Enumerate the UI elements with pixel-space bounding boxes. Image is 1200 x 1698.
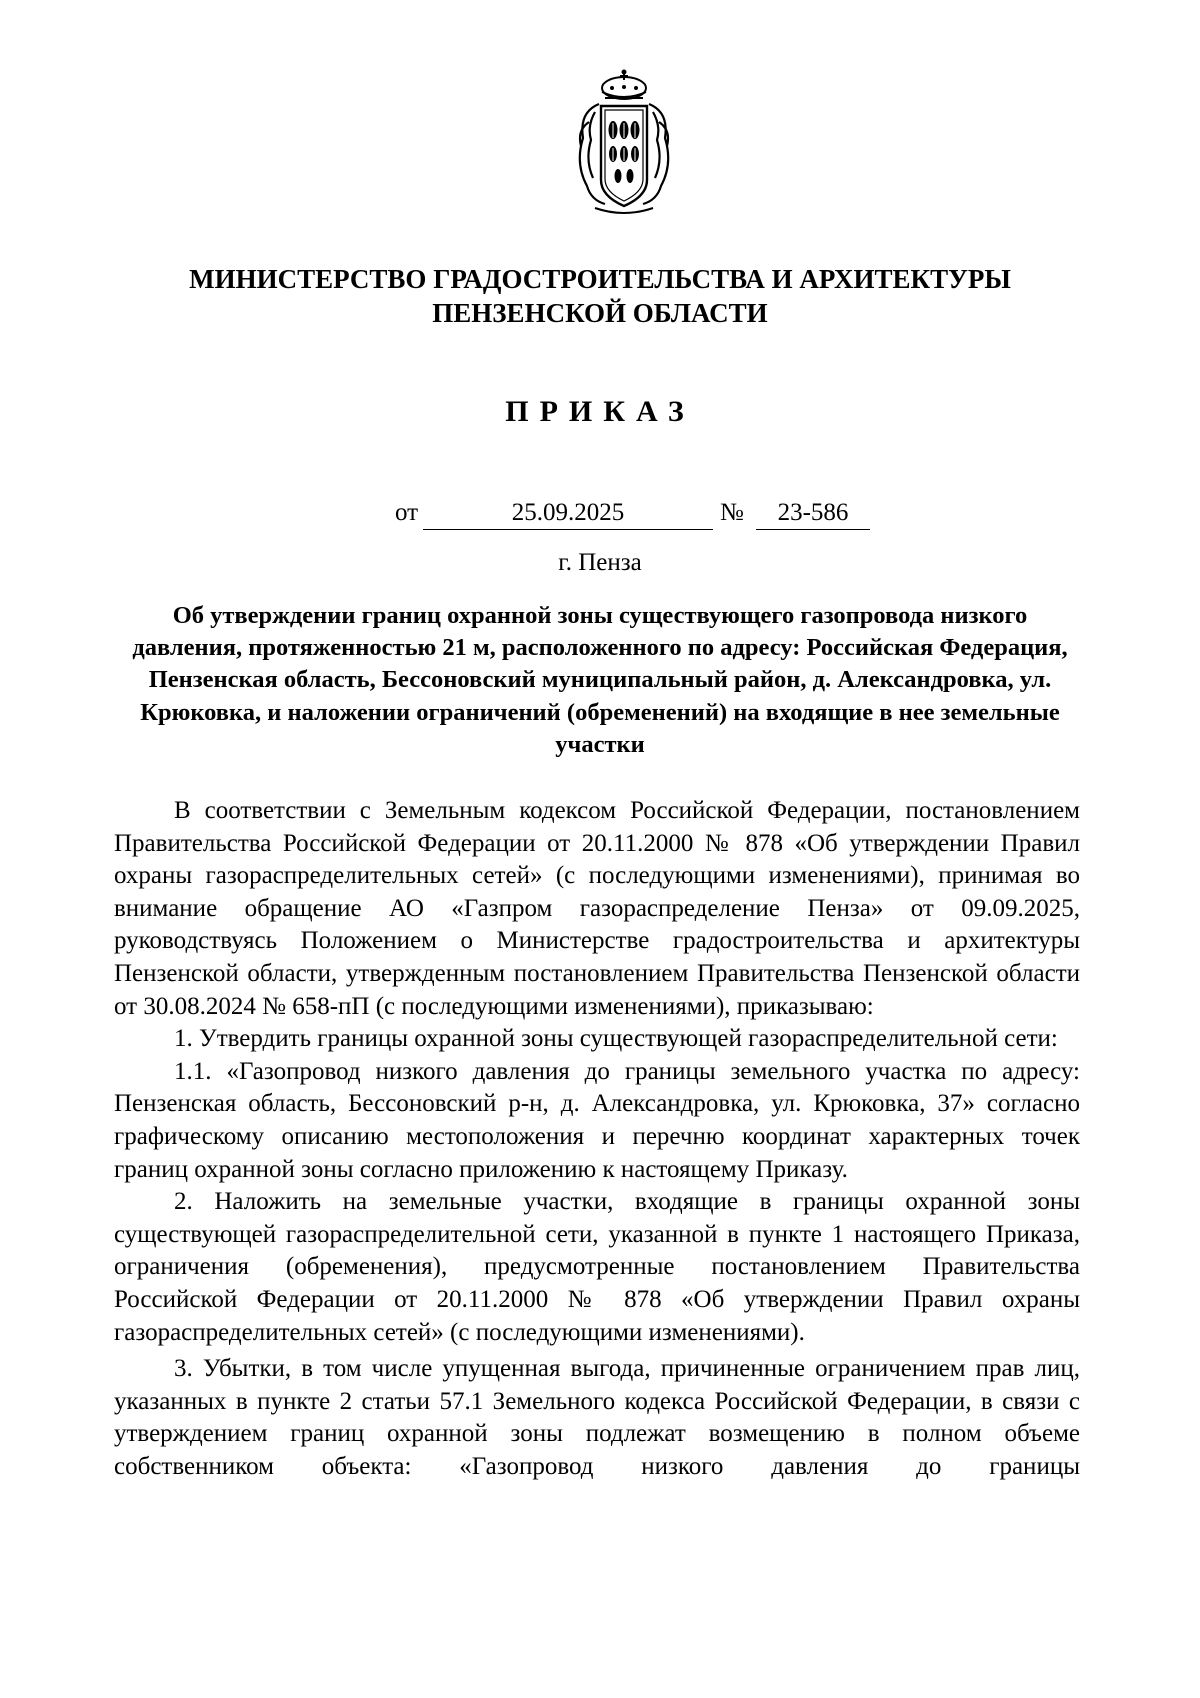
document-title: Об утверждении границ охранной зоны существующего газопровода низкого давления, протяженностью 21 м, расположенного по адресу: Российская Федерация, Пензенская область, Бессоновский муниципальный район, д. Александровка, ул. Крюковка, и наложении ограничений (обременений) на входящие в нее земельные участки: [132, 602, 1068, 758]
document-type-heading: ПРИКАЗ: [505, 395, 695, 428]
coat-of-arms-icon: [565, 68, 683, 218]
date-field: 25.09.2025: [423, 495, 713, 530]
ministry-name-line1: МИНИСТЕРСТВО ГРАДОСТРОИТЕЛЬСТВА И АРХИТЕКТУРЫ: [189, 264, 1011, 294]
number-field: 23-586: [756, 495, 870, 530]
number-prefix: №: [720, 499, 744, 526]
body-paragraph-item-2: 2. Наложить на земельные участки, входящие в границы охранной зоны существующей газораспределительной сети, указанной в пункте 1 настоящего Приказа, ограничения (обременения), предусмотренные постановлением Правительства Российской Федерации от 20.11.2000 № 878 «Об утверждении Правил охраны газораспределительных сетей» (с последующими изменениями).: [114, 1188, 1080, 1346]
city: г. Пенза: [558, 549, 642, 576]
document-body: [114, 795, 1080, 1483]
body-paragraph-item-3: 3. Убытки, в том числе упущенная выгода, причиненные ограничением прав лиц, указанных в пункте 2 статьи 57.1 Земельного кодекса Российской Федерации, в связи с утверждением границ охранной зоны подлежат возмещению в полном объеме собственником объекта: «Газопровод низкого давления до границы: [114, 1355, 1080, 1480]
body-paragraph-item-1: 1. Утвердить границы охранной зоны существующей газораспределительной сети:: [174, 1025, 1058, 1053]
ministry-name-line2: ПЕНЗЕНСКОЙ ОБЛАСТИ: [432, 298, 768, 328]
date-number-line: [0, 495, 1200, 531]
body-paragraph-item-1-1: 1.1. «Газопровод низкого давления до границы земельного участка по адресу: Пензенская область, Бессоновский р-н, д. Александровка, ул. Крюковка, 37» согласно графическому описанию местоположения и перечню координат характерных точек границ охранной зоны согласно приложению к настоящему Приказу.: [114, 1057, 1080, 1183]
body-paragraph-preamble: В соответствии с Земельным кодексом Российской Федерации, постановлением Правительства Российской Федерации от 20.11.2000 № 878 «Об утверждении Правил охраны газораспределительных сетей» (с последующими изменениями), принимая во внимание обращение АО «Газпром газораспределение Пенза» от 09.09.2025, руководствуясь Положением о Министерстве градостроительства и архитектуры Пензенской области, утвержденным постановлением Правительства Пензенской области от 30.08.2024 № 658-пП (с последующими изменениями), приказываю:: [114, 797, 1080, 1020]
date-prefix: от: [395, 499, 419, 526]
